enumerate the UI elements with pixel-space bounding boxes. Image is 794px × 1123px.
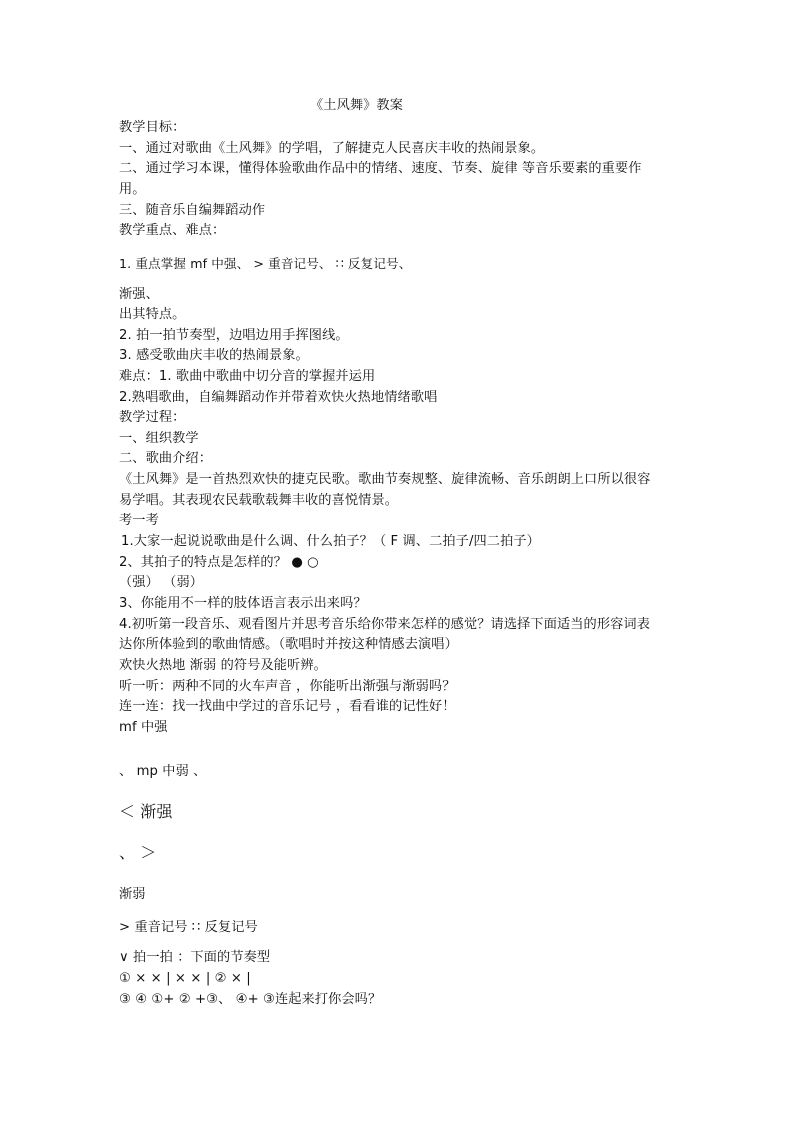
text-line: 一、通过对歌曲《土风舞》的学唱，了解捷克人民喜庆丰收的热闹景象。 <box>119 141 545 156</box>
text-line: 1.大家一起说说歌曲是什么调、什么拍子？（ F 调、二拍子/四二拍子） <box>121 534 540 549</box>
text-line: 渐强、 <box>119 287 159 302</box>
text-line: 考一考 <box>119 513 159 528</box>
text-line: ＜ 渐强 <box>119 802 173 821</box>
text-line: 用。 <box>119 182 146 197</box>
text-line: 教学过程： <box>119 410 186 425</box>
text-line: 、 mp 中弱 、 <box>119 764 207 779</box>
text-line: 教学目标： <box>119 120 186 135</box>
text-line: 4.初听第一段音乐、观看图片并思考音乐给你带来怎样的感觉？请选择下面适当的形容词表 <box>119 617 650 632</box>
text-line: 3、你能用不一样的肢体语言表示出来吗？ <box>119 596 367 611</box>
text-line: mf 中强 <box>119 720 168 735</box>
text-line: 教学重点、难点： <box>119 223 226 238</box>
text-line: 听一听：两种不同的火车声音 ，你能听出渐强与渐弱吗？ <box>119 679 456 694</box>
text-line: 1. 重点掌握 mf 中强、 > 重音记号、 ∷ 反复记号、 <box>119 256 412 271</box>
text-line: 二、歌曲介绍： <box>119 451 213 466</box>
text-line: ∨ 拍一拍 ：下面的节奏型 <box>119 950 271 965</box>
text-line: 难点：1. 歌曲中歌曲中切分音的掌握并运用 <box>119 369 376 384</box>
text-line: 、 ＞ <box>119 843 157 862</box>
text-line: （强） （弱） <box>119 575 204 590</box>
text-line: 3. 感受歌曲庆丰收的热闹景象。 <box>119 348 309 363</box>
text-line: 2.熟唱歌曲，自编舞蹈动作并带着欢快火热地情绪歌唱 <box>119 390 438 405</box>
text-line: 一、组织教学 <box>119 431 199 446</box>
text-line: 达你所体验到的歌曲情感。（歌唱时并按这种情感去演唱） <box>119 637 458 652</box>
document-title: 《土风舞》教案 <box>310 98 404 113</box>
text-line: 2. 拍一拍节奏型，边唱边用手挥图线。 <box>119 328 349 343</box>
text-line: 欢快火热地 渐弱 的符号及能听辨。 <box>119 658 327 673</box>
text-line: ③ ④ ①+ ② +③、 ④+ ③连起来打你会吗？ <box>119 992 382 1007</box>
text-line: 易学唱。其表现农民载歌载舞丰收的喜悦情景。 <box>119 493 399 508</box>
text-line: 2、其拍子的特点是怎样的？ ● ○ <box>119 555 319 570</box>
text-line: ① × × | × × | ② × | <box>119 971 251 986</box>
text-line: 连一连：找一找曲中学过的音乐记号 ，看看谁的记性好！ <box>119 699 456 714</box>
text-line: 《土风舞》是一首热烈欢快的捷克民歌。歌曲节奏规整、旋律流畅、音乐朗朗上口所以很容 <box>119 472 651 487</box>
text-line: 二、通过学习本课，懂得体验歌曲作品中的情绪、速度、节奏、旋律 等音乐要素的重要作 <box>119 161 642 176</box>
text-line: > 重音记号 ∷ 反复记号 <box>119 920 258 935</box>
text-line: 三、随音乐自编舞蹈动作 <box>119 203 266 218</box>
text-line: 出其特点。 <box>119 307 186 322</box>
text-line: 渐弱 <box>119 887 146 902</box>
